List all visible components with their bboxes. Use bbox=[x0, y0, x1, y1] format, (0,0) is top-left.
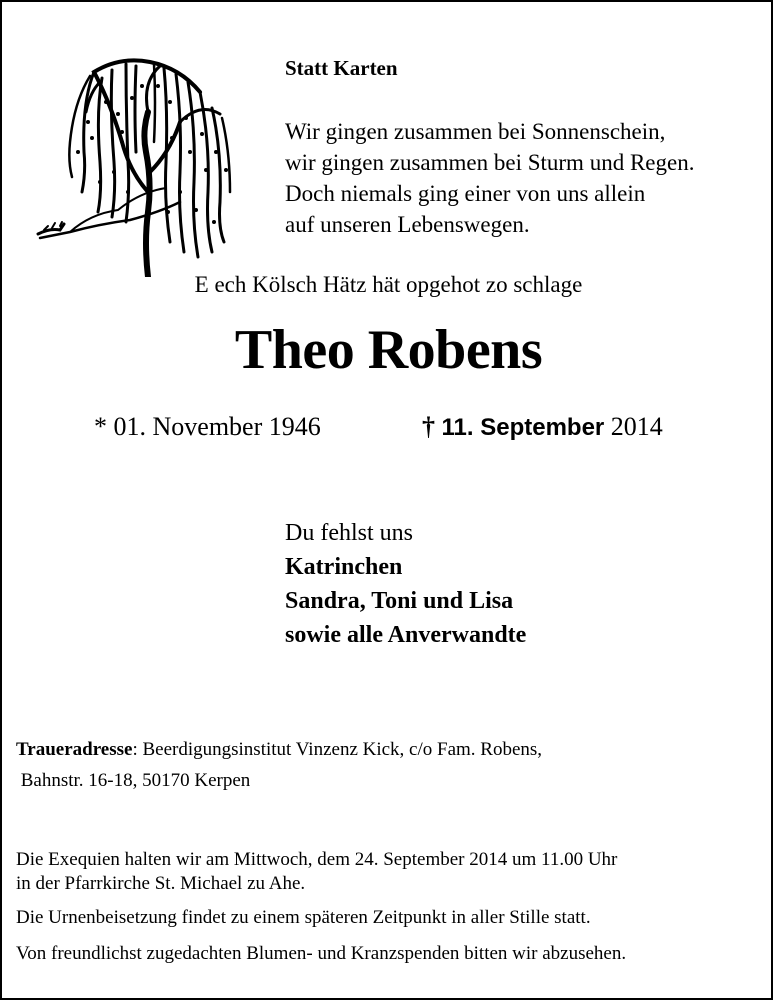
poem-line: auf unseren Lebenswegen. bbox=[285, 212, 530, 237]
family-name: sowie alle Anverwandte bbox=[285, 622, 527, 648]
birth-date: * 01. November 1946 bbox=[94, 412, 321, 441]
mourning-address bbox=[16, 734, 542, 796]
family-name: Katrinchen bbox=[285, 554, 403, 580]
death-day-month: 11. September bbox=[441, 414, 605, 441]
info-line: Die Exequien halten wir am Mittwoch, dem 24. September 2014 um 11.00 Uhr bbox=[16, 849, 618, 870]
family-signature bbox=[285, 516, 526, 652]
address-line bbox=[16, 734, 542, 765]
willow-tree-icon bbox=[30, 42, 245, 277]
donation-info: Von freundlichst zugedachten Blumen- und Kranzspenden bitten wir abzusehen. bbox=[16, 943, 627, 964]
poem-line: Doch niemals ging einer von uns allein bbox=[285, 181, 646, 206]
exequien-info bbox=[16, 848, 617, 896]
poem-line: Wir gingen zusammen bei Sonnenschein, bbox=[285, 119, 666, 144]
family-name: Sandra, Toni und Lisa bbox=[285, 588, 514, 614]
address-text: Bahnstr. 16-18, 50170 Kerpen bbox=[20, 770, 251, 791]
poem-line: wir gingen zusammen bei Sturm und Regen. bbox=[285, 150, 695, 175]
death-date bbox=[422, 412, 663, 442]
info-line: in der Pfarrkirche St. Michael zu Ahe. bbox=[16, 873, 306, 894]
poem bbox=[285, 116, 694, 240]
address-text: : Beerdigungsinstitut Vinzenz Kick, c/o Fam. Robens, bbox=[132, 739, 543, 760]
death-cross-icon: † bbox=[422, 412, 435, 441]
family-intro: Du fehlst uns bbox=[285, 520, 413, 546]
address-label: Traueradresse bbox=[16, 739, 133, 760]
address-line bbox=[16, 765, 542, 796]
dialect-line: E ech Kölsch Hätz hät opgehot zo schlage bbox=[194, 272, 583, 297]
urn-info: Die Urnenbeisetzung findet zu einem späteren Zeitpunkt in aller Stille statt. bbox=[16, 907, 591, 928]
statt-karten-heading: Statt Karten bbox=[285, 56, 398, 80]
deceased-name: Theo Robens bbox=[234, 319, 543, 381]
death-year: 2014 bbox=[610, 412, 663, 441]
